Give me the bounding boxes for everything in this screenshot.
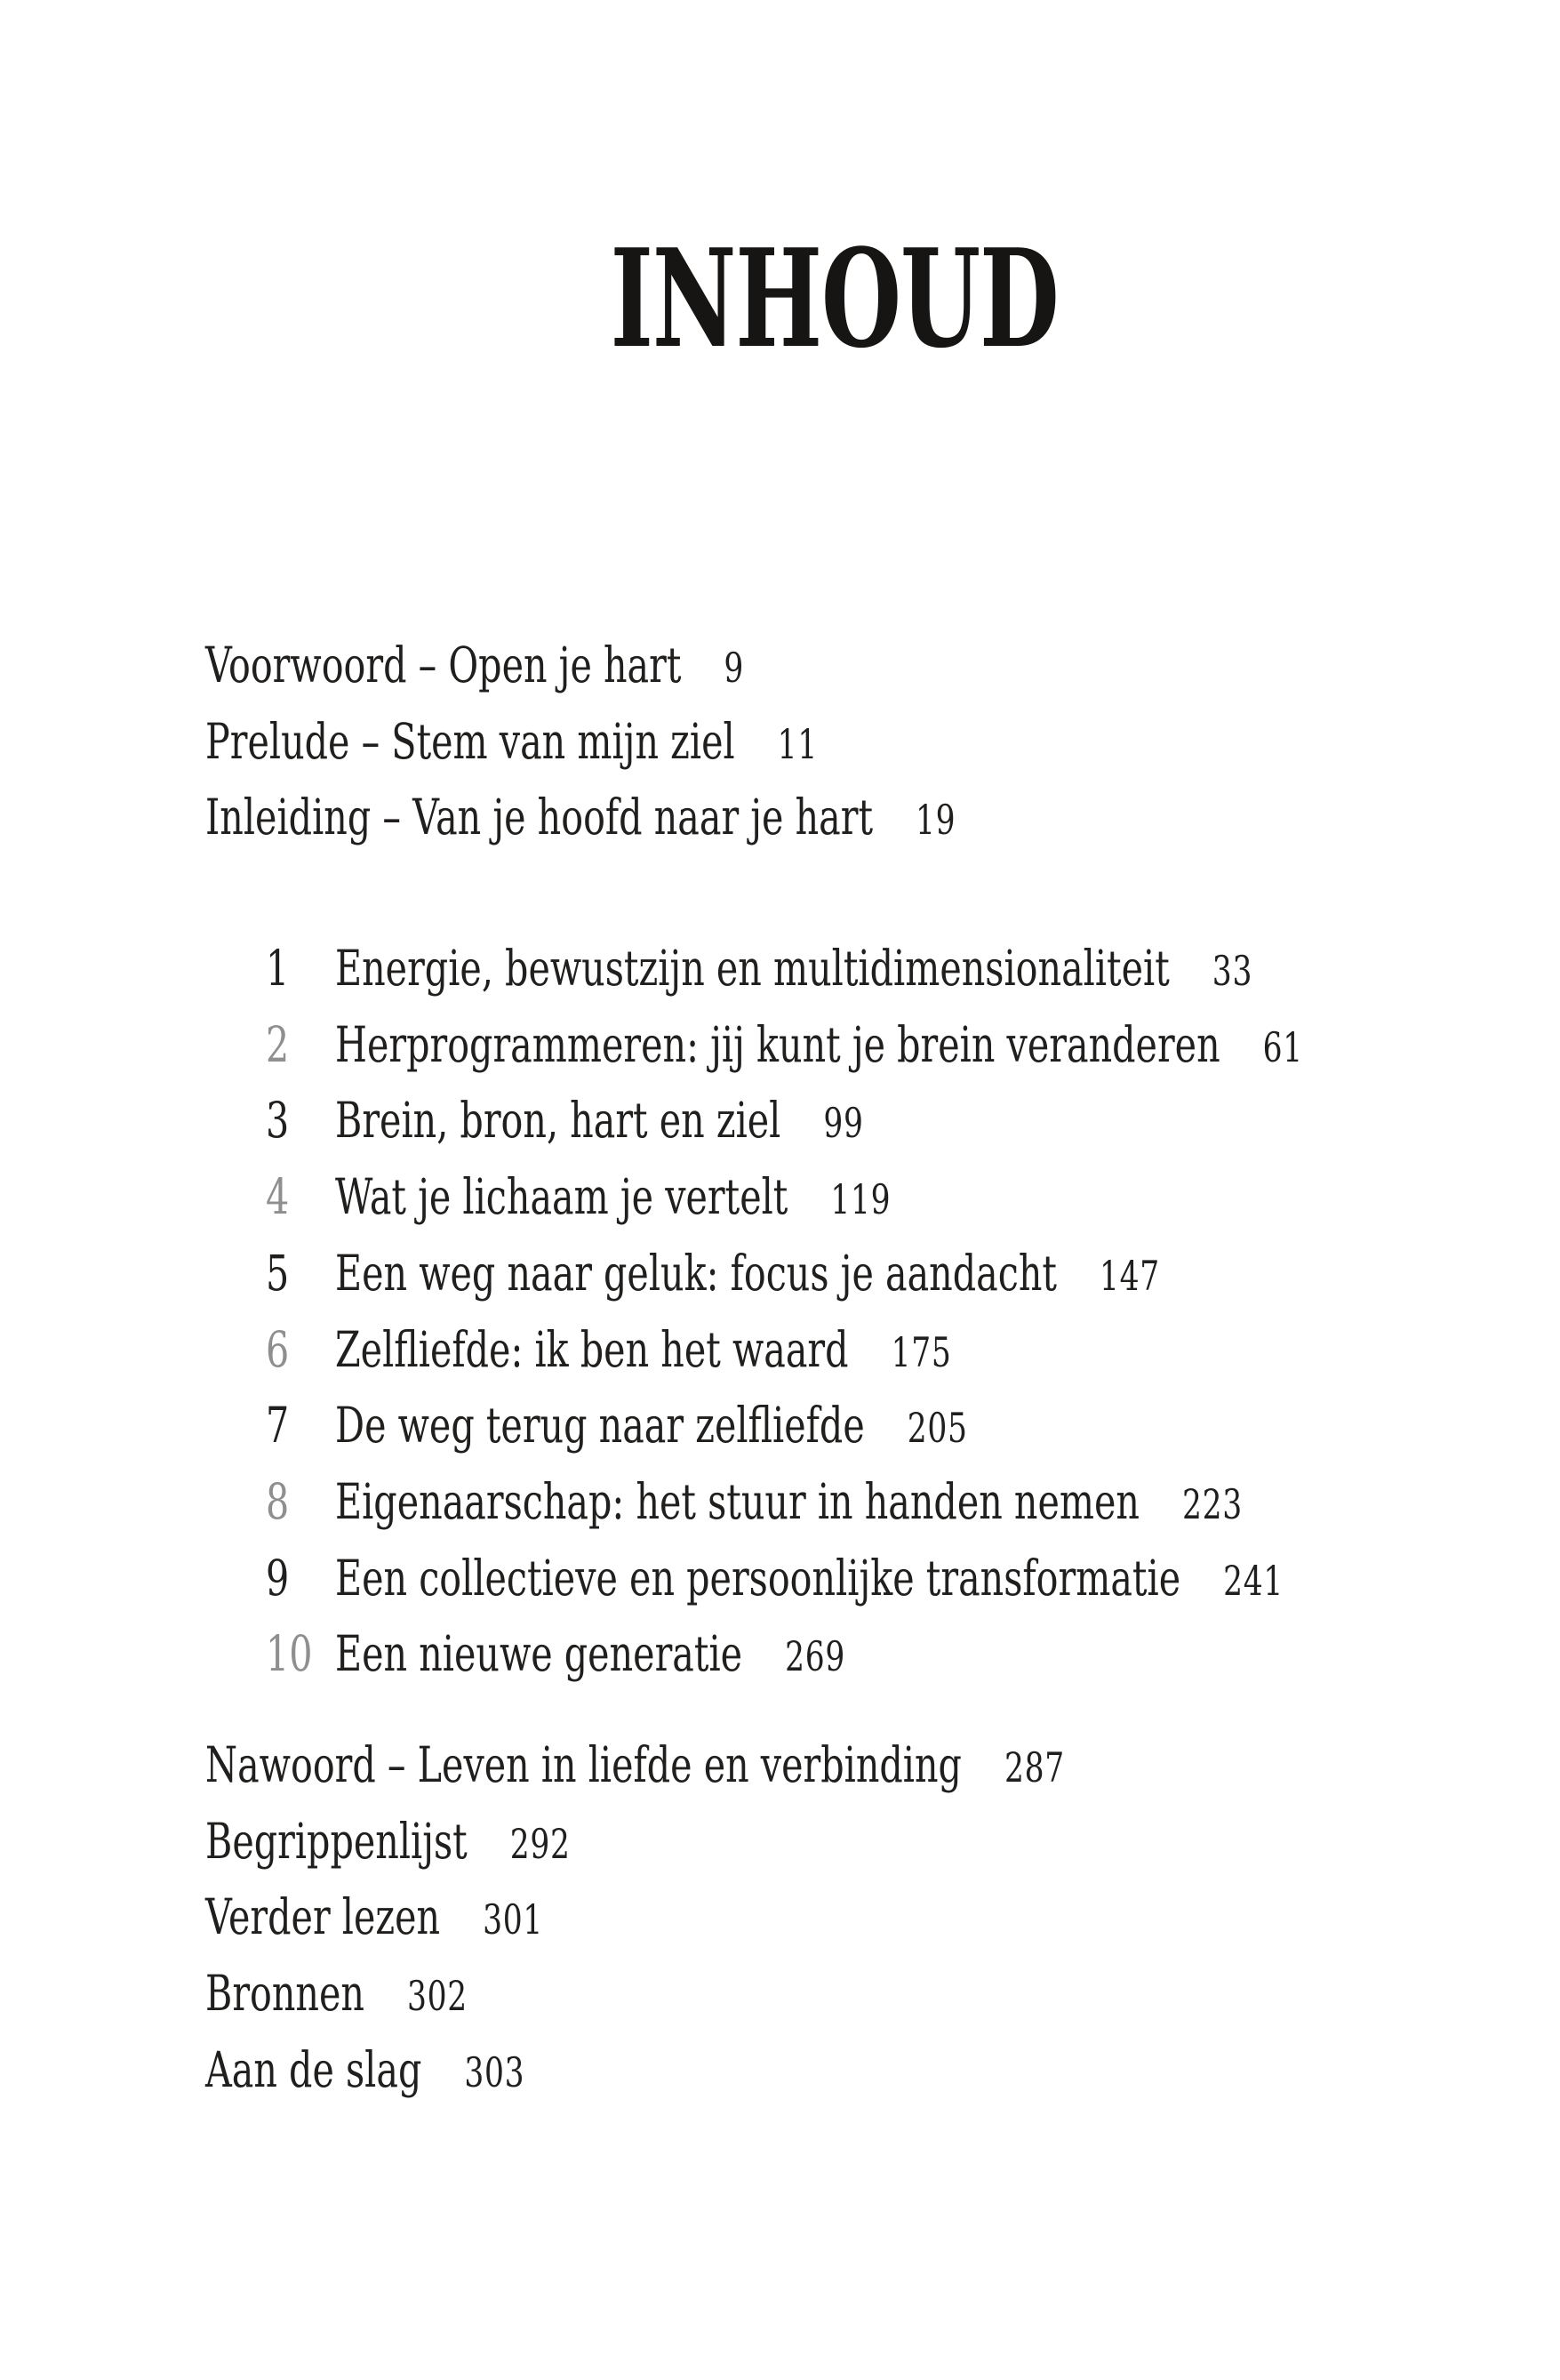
toc-entry-label: Zelfliefde: ik ben het waard: [335, 1320, 849, 1378]
page-title-wrap: [0, 219, 1560, 378]
toc-entry: [266, 1389, 1303, 1465]
toc-entry: [266, 1617, 1303, 1694]
page-number: 223: [1181, 1479, 1243, 1528]
toc-entry-label: Een weg naar geluk: focus je aandacht: [335, 1244, 1057, 1302]
page-number: 205: [907, 1404, 968, 1453]
toc-entry: [205, 1957, 1065, 2033]
toc-entry-label: Prelude – Stem van mijn ziel: [205, 712, 735, 770]
page-number: 292: [509, 1819, 571, 1868]
toc-entry: [205, 1880, 1065, 1957]
toc-entry: [266, 1542, 1303, 1618]
page-number: 61: [1262, 1022, 1303, 1071]
back-matter-list: [205, 1728, 1065, 2110]
toc-entry-label: Aan de slag: [205, 2040, 422, 2098]
toc-entry-label: Herprogrammeren: jij kunt je brein veranderen: [335, 1015, 1220, 1073]
toc-entry-label: Begrippenlijst: [205, 1812, 468, 1870]
page-number: 9: [724, 644, 745, 692]
front-matter-list: [205, 629, 956, 857]
toc-entry-label: Nawoord – Leven in liefde en verbinding: [205, 1736, 962, 1793]
toc-entry-label: Brein, bron, hart en ziel: [335, 1092, 781, 1150]
page-number: 175: [891, 1327, 952, 1376]
chapter-number: 7: [266, 1397, 290, 1454]
toc-entry: [205, 1728, 1065, 1805]
toc-entry: [205, 2033, 1065, 2110]
toc-entry-label: De weg terug naar zelfliefde: [335, 1397, 865, 1454]
toc-entry: [205, 1805, 1065, 1881]
page-number: 301: [483, 1895, 544, 1944]
toc-entry: [266, 1237, 1303, 1313]
page-number: 11: [777, 719, 818, 768]
page-number: 99: [823, 1099, 864, 1148]
toc-entry: [266, 932, 1303, 1008]
toc-entry: [266, 1465, 1303, 1542]
chapter-number: 5: [266, 1244, 290, 1302]
toc-entry: [266, 1008, 1303, 1085]
toc-entry-label: Een collectieve en persoonlijke transformatie: [335, 1549, 1181, 1607]
page-title: INHOUD: [610, 219, 1059, 378]
chapter-number: 2: [266, 1015, 290, 1073]
toc-entry-label: Bronnen: [205, 1965, 364, 2023]
page-number: 19: [916, 796, 956, 845]
page-number: 119: [830, 1175, 892, 1224]
page-number: 33: [1212, 947, 1253, 995]
toc-entry: [205, 629, 956, 705]
toc-entry-label: Voorwoord – Open je hart: [205, 637, 682, 693]
page-number: 147: [1099, 1251, 1160, 1300]
chapter-number: 6: [266, 1320, 290, 1378]
toc-entry: [266, 1084, 1303, 1160]
toc-entry: [266, 1313, 1303, 1390]
toc-entry: [205, 705, 956, 781]
page-number: 241: [1223, 1556, 1284, 1605]
page-number: 303: [464, 2047, 525, 2096]
chapter-number: 1: [266, 940, 290, 997]
chapter-number: 9: [266, 1549, 290, 1607]
toc-entry-label: Eigenaarschap: het stuur in handen nemen: [335, 1472, 1140, 1530]
chapter-number: 10: [266, 1625, 313, 1683]
page-number: 302: [406, 1972, 468, 2021]
chapter-number: 8: [266, 1472, 290, 1530]
page-number: 269: [785, 1632, 845, 1681]
toc-entry-label: Een nieuwe generatie: [335, 1625, 743, 1683]
toc-entry-label: Verder lezen: [205, 1888, 441, 1946]
chapter-number: 3: [266, 1092, 290, 1150]
toc-entry-label: Wat je lichaam je vertelt: [335, 1168, 788, 1226]
toc-entry: [266, 1160, 1303, 1237]
toc-entry-label: Inleiding – Van je hoofd naar je hart: [205, 789, 874, 846]
chapter-number: 4: [266, 1168, 290, 1226]
chapter-list: [266, 932, 1303, 1694]
toc-entry: [205, 781, 956, 857]
toc-entry-label: Energie, bewustzijn en multidimensionaliteit: [335, 940, 1170, 997]
page-number: 287: [1004, 1743, 1065, 1791]
